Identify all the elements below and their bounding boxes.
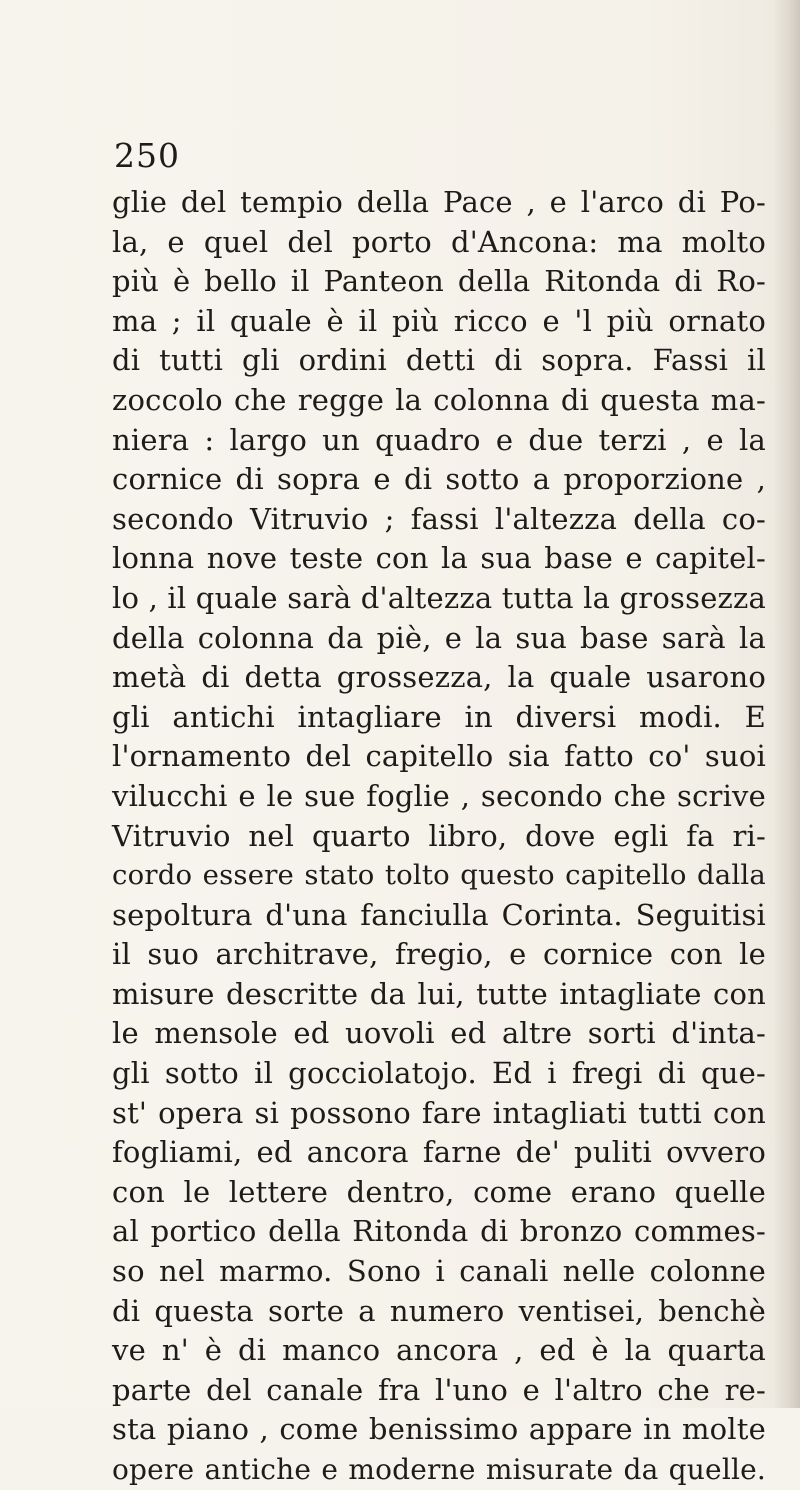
text-line: metà di detta grossezza, la quale usarono <box>112 660 766 695</box>
text-line: di questa sorte a numero ventisei, benchè <box>112 1293 766 1328</box>
text-line: al portico della Ritonda di bronzo commes- <box>112 1214 766 1249</box>
text-line: misure descritte da lui, tutte intagliate con <box>112 976 766 1011</box>
text-line: il suo architrave, fregio, e cornice con le <box>112 937 766 972</box>
text-line: secondo Vitruvio ; fassi l'altezza della co- <box>112 501 766 536</box>
text-line: so nel marmo. Sono i canali nelle colonne <box>112 1254 766 1289</box>
text-line: cordo essere stato tolto questo capitello dalla <box>112 859 766 892</box>
text-line: sepoltura d'una fanciulla Corinta. Seguitisi <box>112 897 766 932</box>
text-line: gli antichi intagliare in diversi modi. E <box>112 699 766 734</box>
text-line: sta piano , come benissimo appare in molte <box>112 1412 766 1447</box>
text-line: lonna nove teste con la sua base e capitel- <box>112 541 766 576</box>
text-line: vilucchi e le sue foglie , secondo che scrive <box>112 778 766 813</box>
text-line: niera : largo un quadro e due terzi , e la <box>112 422 766 457</box>
page-number: 250 <box>114 136 180 175</box>
page-edge-shadow <box>774 0 800 1408</box>
body-text <box>112 183 766 1490</box>
text-line: zoccolo che regge la colonna di questa ma- <box>112 382 766 417</box>
text-line: ve n' è di manco ancora , ed è la quarta <box>112 1333 766 1368</box>
text-line: glie del tempio della Pace , e l'arco di Po- <box>112 185 766 219</box>
text-line: parte del canale fra l'uno e l'altro che re- <box>112 1372 766 1407</box>
text-line: fogliami, ed ancora farne de' puliti ovvero <box>112 1135 766 1170</box>
text-line: la, e quel del porto d'Ancona: ma molto <box>112 224 766 259</box>
text-line: di tutti gli ordini detti di sopra. Fassi il <box>112 343 766 378</box>
text-line: l'ornamento del capitello sia fatto co' suoi <box>112 739 766 774</box>
text-line: st' opera si possono fare intagliati tutti con <box>112 1095 766 1130</box>
text-line: cornice di sopra e di sotto a proporzione , <box>112 462 766 497</box>
text-line: Vitruvio nel quarto libro, dove egli fa ri- <box>112 818 766 853</box>
text-line: con le lettere dentro, come erano quelle <box>112 1174 766 1209</box>
text-line: opere antiche e moderne misurate da quelle. <box>112 1453 766 1486</box>
text-line: ma ; il quale è il più ricco e 'l più ornato <box>112 303 766 338</box>
text-line: gli sotto il gocciolatojo. Ed i fregi di que- <box>112 1056 766 1091</box>
text-line: lo , il quale sarà d'altezza tutta la grossezza <box>112 580 766 615</box>
text-line: le mensole ed uovoli ed altre sorti d'inta- <box>112 1016 766 1051</box>
text-line: più è bello il Panteon della Ritonda di Ro- <box>112 264 766 299</box>
text-line: della colonna da piè, e la sua base sarà la <box>112 620 766 655</box>
